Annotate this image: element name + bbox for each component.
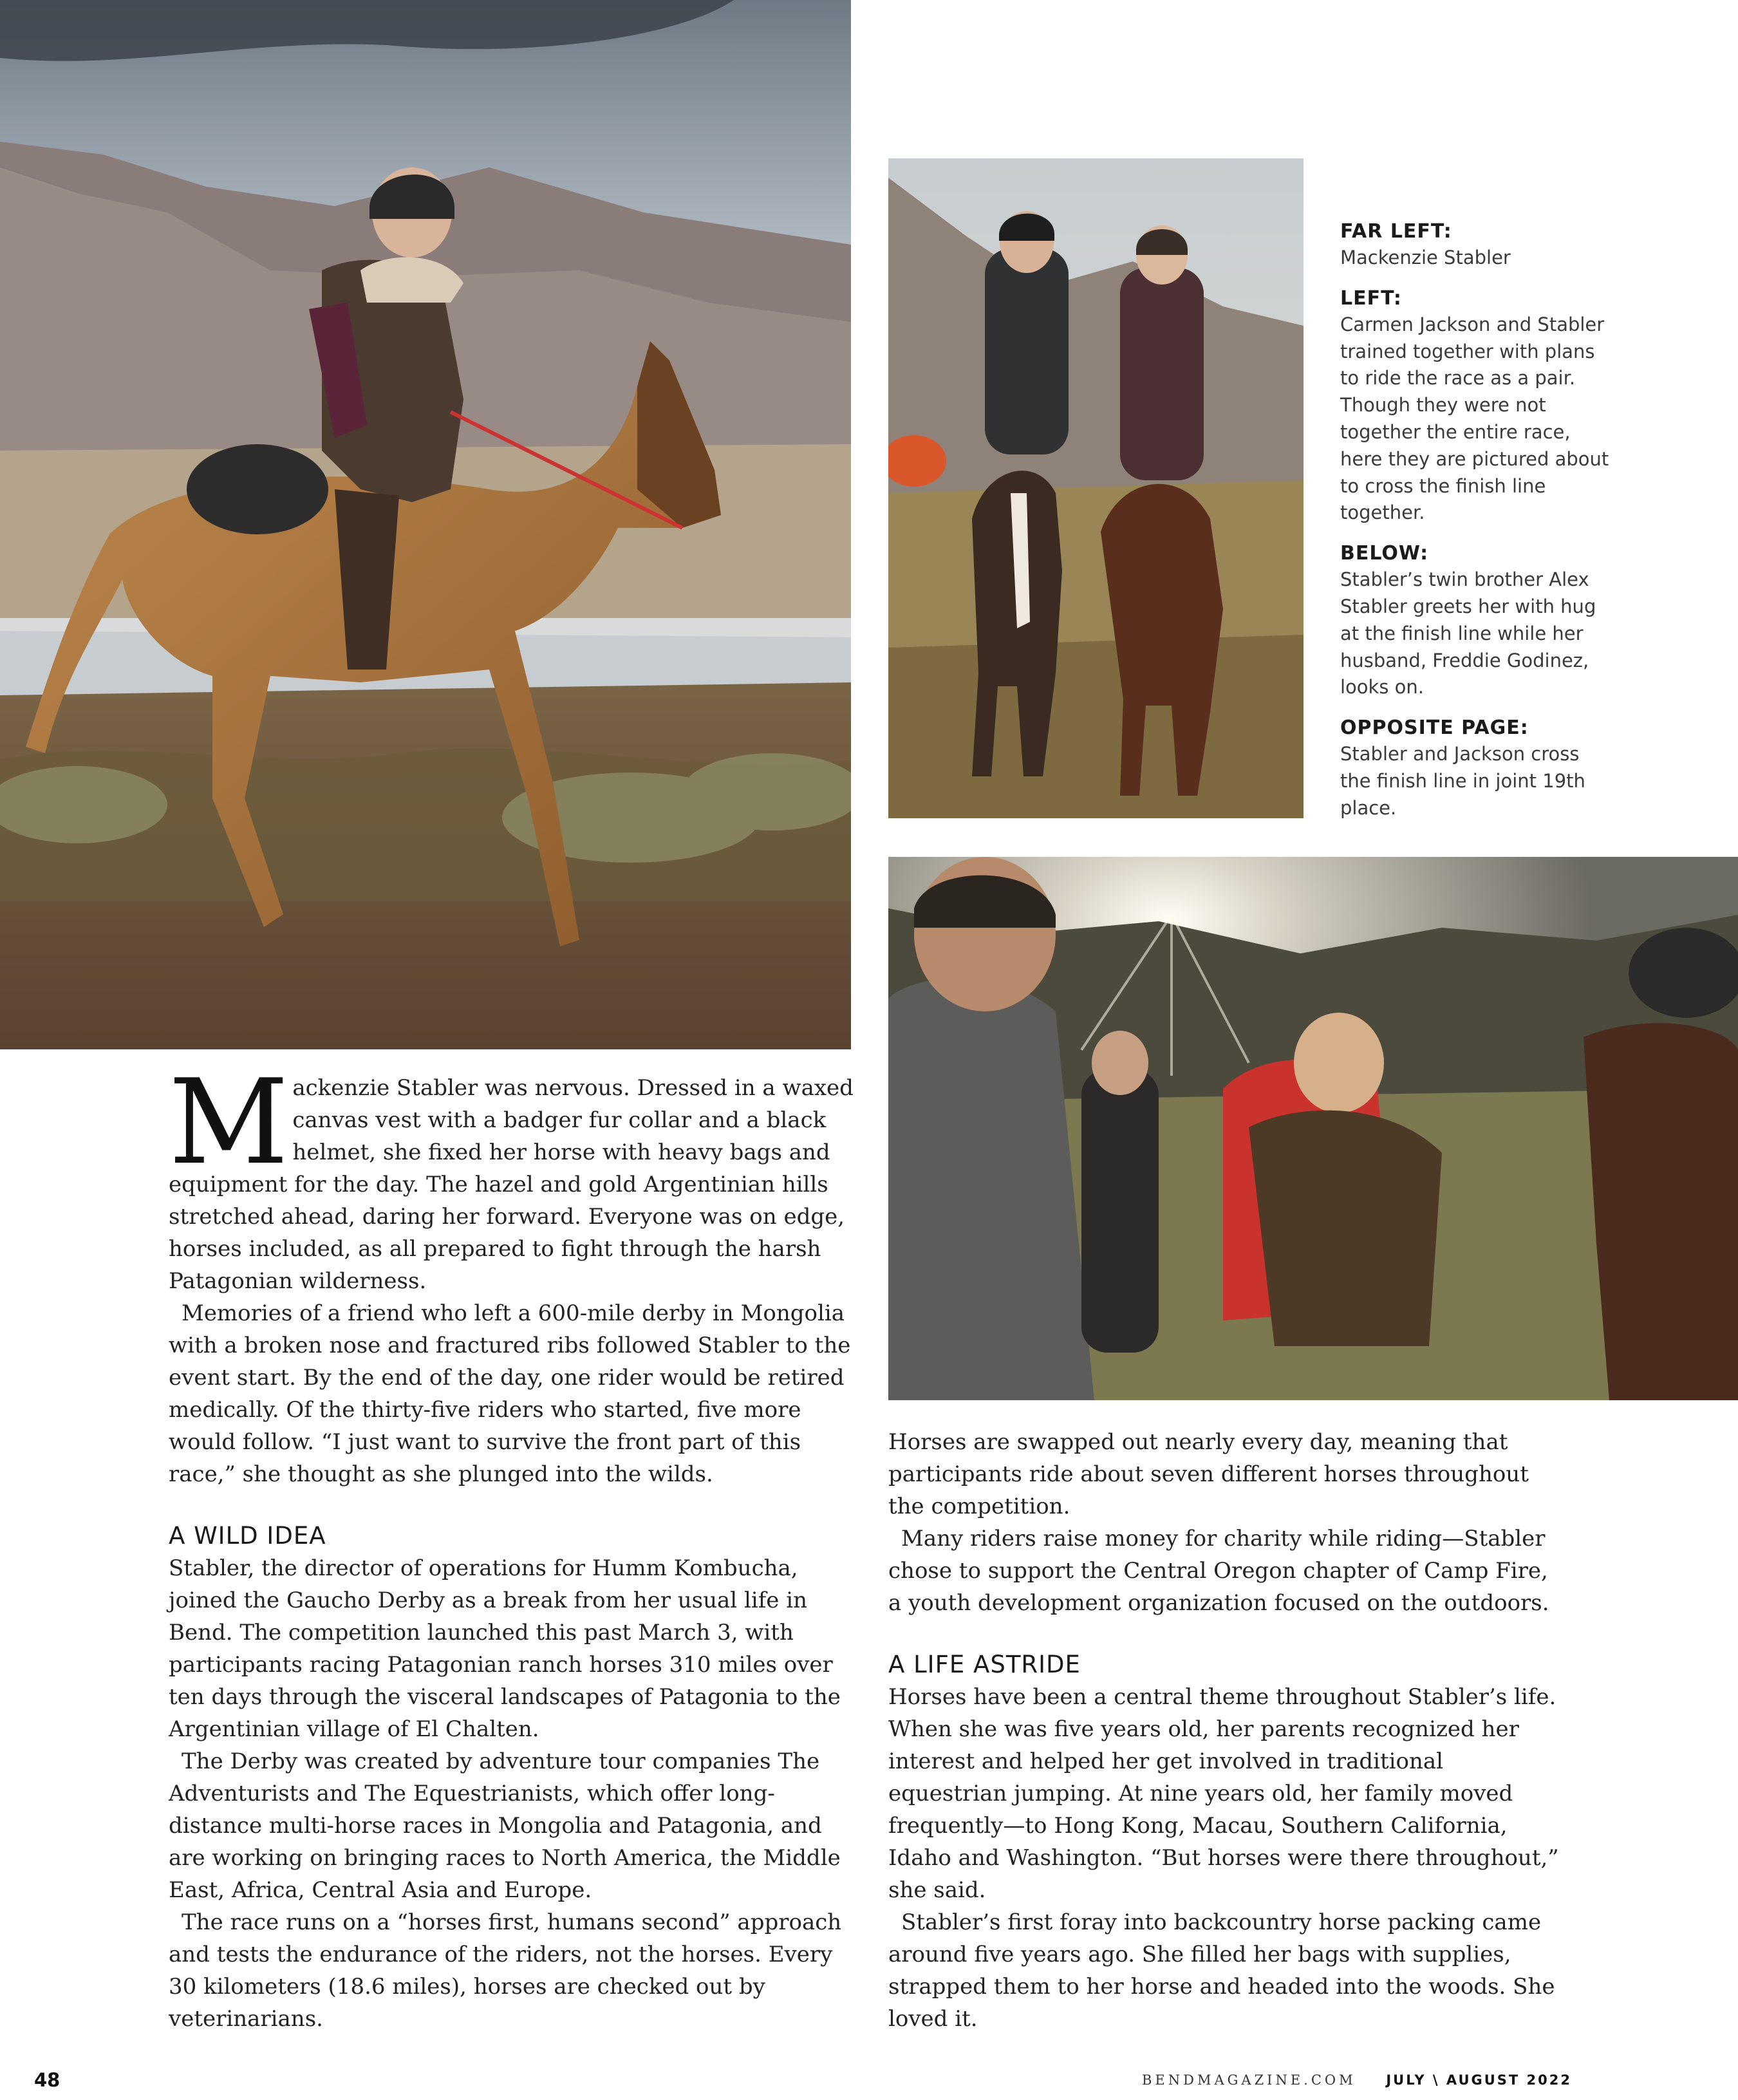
caption-label: LEFT: [1340, 286, 1402, 310]
paragraph: Memories of a friend who left a 600-mile derby in Mongolia with a broken nose and fractured ribs followed Stabler to the event start. By the end of the day, one rider would be retired medically. Of the thirty-five riders who started, five more would follow. “I just want to survive the front part of this race,” she thought as she plunged into the wilds. [169, 1300, 851, 1487]
article-column-right [888, 1426, 1564, 2035]
paragraph: Stabler’s first foray into backcountry horse packing came around five years ago. She filled her bags with supplies, strapped them to her horse and headed into the woods. She loved it. [888, 1909, 1555, 2032]
caption-label: OPPOSITE PAGE: [1340, 717, 1529, 740]
paragraph: Stabler, the director of operations for Humm Kombucha, joined the Gaucho Derby as a break from her usual life in Bend. The competition launched this past March 3, with participants racing Patagonian ranch horses 310 miles over ten days through the visceral landscapes of Patagonia to the Argentinian village of El Chalten. [169, 1555, 841, 1742]
caption-text: Stabler and Jackson cross the finish line in joint 19th place. [1340, 743, 1585, 819]
page-number: 48 [34, 2069, 61, 2091]
footer-site: BENDMAGAZINE.COM [1141, 2072, 1356, 2088]
hug-photo [888, 857, 1738, 1400]
caption-left [1340, 286, 1611, 527]
caption-far-left [1340, 219, 1611, 272]
pair-photo-illustration [888, 158, 1304, 818]
photo-captions [1340, 219, 1611, 836]
paragraph: The Derby was created by adventure tour companies The Adventurists and The Equestrianists, which offer long-distance multi-horse races in Mongolia and Patagonia, and are working on bringing races to North America, the Middle East, Africa, Central Asia and Europe. [169, 1748, 841, 1903]
caption-text: Carmen Jackson and Stabler trained together with plans to ride the race as a pair. Though they were not together the entire race, here they are pictured about to cross the finish line together. [1340, 313, 1609, 524]
drop-cap: M [169, 1054, 289, 1190]
caption-below [1340, 541, 1611, 701]
hug-photo-illustration [888, 857, 1738, 1400]
pair-photo [888, 158, 1304, 818]
caption-label: FAR LEFT: [1340, 220, 1452, 243]
article-column-left [169, 1054, 857, 2035]
caption-opposite-page [1340, 715, 1611, 821]
footer-credit [1142, 2072, 1572, 2088]
footer-issue: JULY \ AUGUST 2022 [1386, 2072, 1572, 2088]
main-photo [0, 0, 851, 1049]
paragraph: Horses are swapped out nearly every day, meaning that participants ride about seven different horses throughout the competition. [888, 1429, 1529, 1519]
caption-text: Mackenzie Stabler [1340, 247, 1511, 268]
lead-text: ackenzie Stabler was nervous. Dressed in a waxed canvas vest with a badger fur collar and a black helmet, she fixed her horse with heavy bags and equipment for the day. The hazel and gold Argentinian hills stretched ahead, daring her forward. Everyone was on edge, horses included, as all prepared to fight through the harsh Patagonian wilderness. [169, 1075, 854, 1294]
paragraph: Horses have been a central theme throughout Stabler’s life. When she was five years old, her parents recognized her interest and helped her get involved in traditional equestrian jumping. At nine years old, her family moved frequently—to Hong Kong, Macau, Southern California, Idaho and Washington. “But horses were there throughout,” she said. [888, 1684, 1559, 1903]
section-heading: A LIFE ASTRIDE [888, 1651, 1081, 1678]
caption-label: BELOW: [1340, 542, 1429, 565]
main-photo-illustration [0, 0, 851, 1049]
paragraph: The race runs on a “horses first, humans second” approach and tests the endurance of the riders, not the horses. Every 30 kilometers (18.6 miles), horses are checked out by veterinarians. [169, 1909, 842, 2032]
caption-text: Stabler’s twin brother Alex Stabler greets her with hug at the finish line while her husband, Freddie Godinez, looks on. [1340, 568, 1596, 698]
paragraph: Many riders raise money for charity while riding—Stabler chose to support the Central Oregon chapter of Camp Fire, a youth development organization focused on the outdoors. [888, 1526, 1549, 1616]
lead-paragraph [169, 1054, 857, 1297]
section-heading: A WILD IDEA [169, 1522, 326, 1550]
